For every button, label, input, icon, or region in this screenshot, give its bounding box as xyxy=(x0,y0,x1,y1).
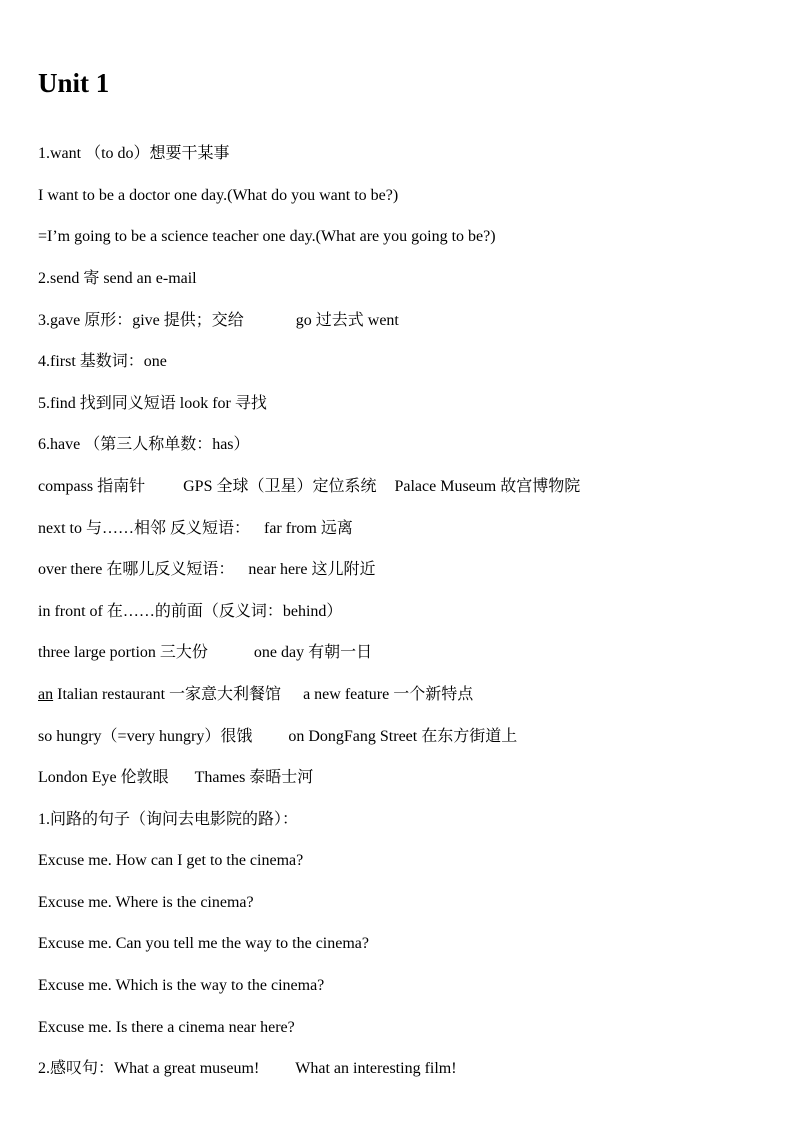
text-line: Excuse me. Which is the way to the cinema? xyxy=(38,977,325,994)
text-line: 1.问路的句子（询问去电影院的路）： xyxy=(38,811,299,828)
text-line: Excuse me. How can I get to the cinema? xyxy=(38,852,304,869)
text-line: 6.have （第三人称单数：has） xyxy=(38,436,250,453)
text-line: =I’m going to be a science teacher one day.(What are you going to be?) xyxy=(38,228,496,245)
text-line: I want to be a doctor one day.(What do you want to be?) xyxy=(38,187,399,204)
text-line: an Italian restaurant 一家意大利餐馆 a new feature 一个新特点 xyxy=(38,686,474,703)
text-line: 3.gave 原形：give 提供；交给 go 过去式 went xyxy=(38,312,399,329)
text-line: 2.send 寄 send an e-mail xyxy=(38,270,197,287)
text-line: 2.感叹句：What a great museum! What an interesting film! xyxy=(38,1060,457,1077)
text-line: 1.want （to do）想要干某事 xyxy=(38,145,230,162)
text-line: three large portion 三大份 one day 有朝一日 xyxy=(38,644,373,661)
text-line: London Eye 伦敦眼 Thames 泰晤士河 xyxy=(38,769,314,786)
text-line: 5.find 找到同义短语 look for 寻找 xyxy=(38,395,267,412)
text-line: so hungry（=very hungry）很饿 on DongFang Street 在东方街道上 xyxy=(38,728,518,745)
text-line: 4.first 基数词：one xyxy=(38,353,167,370)
page-title: Unit 1 xyxy=(38,68,110,98)
text-line: next to 与……相邻 反义短语： far from 远离 xyxy=(38,520,353,537)
text-line: Excuse me. Is there a cinema near here? xyxy=(38,1019,295,1036)
text-line: compass 指南针 GPS 全球（卫星）定位系统 Palace Museum 故宫博物院 xyxy=(38,478,581,495)
text-line: Excuse me. Can you tell me the way to the cinema? xyxy=(38,935,369,952)
text-line: in front of 在……的前面（反义词：behind） xyxy=(38,603,343,620)
underlined-word: an xyxy=(38,686,54,703)
text-line: Excuse me. Where is the cinema? xyxy=(38,894,254,911)
text-line: over there 在哪儿反义短语： near here 这儿附近 xyxy=(38,561,376,578)
